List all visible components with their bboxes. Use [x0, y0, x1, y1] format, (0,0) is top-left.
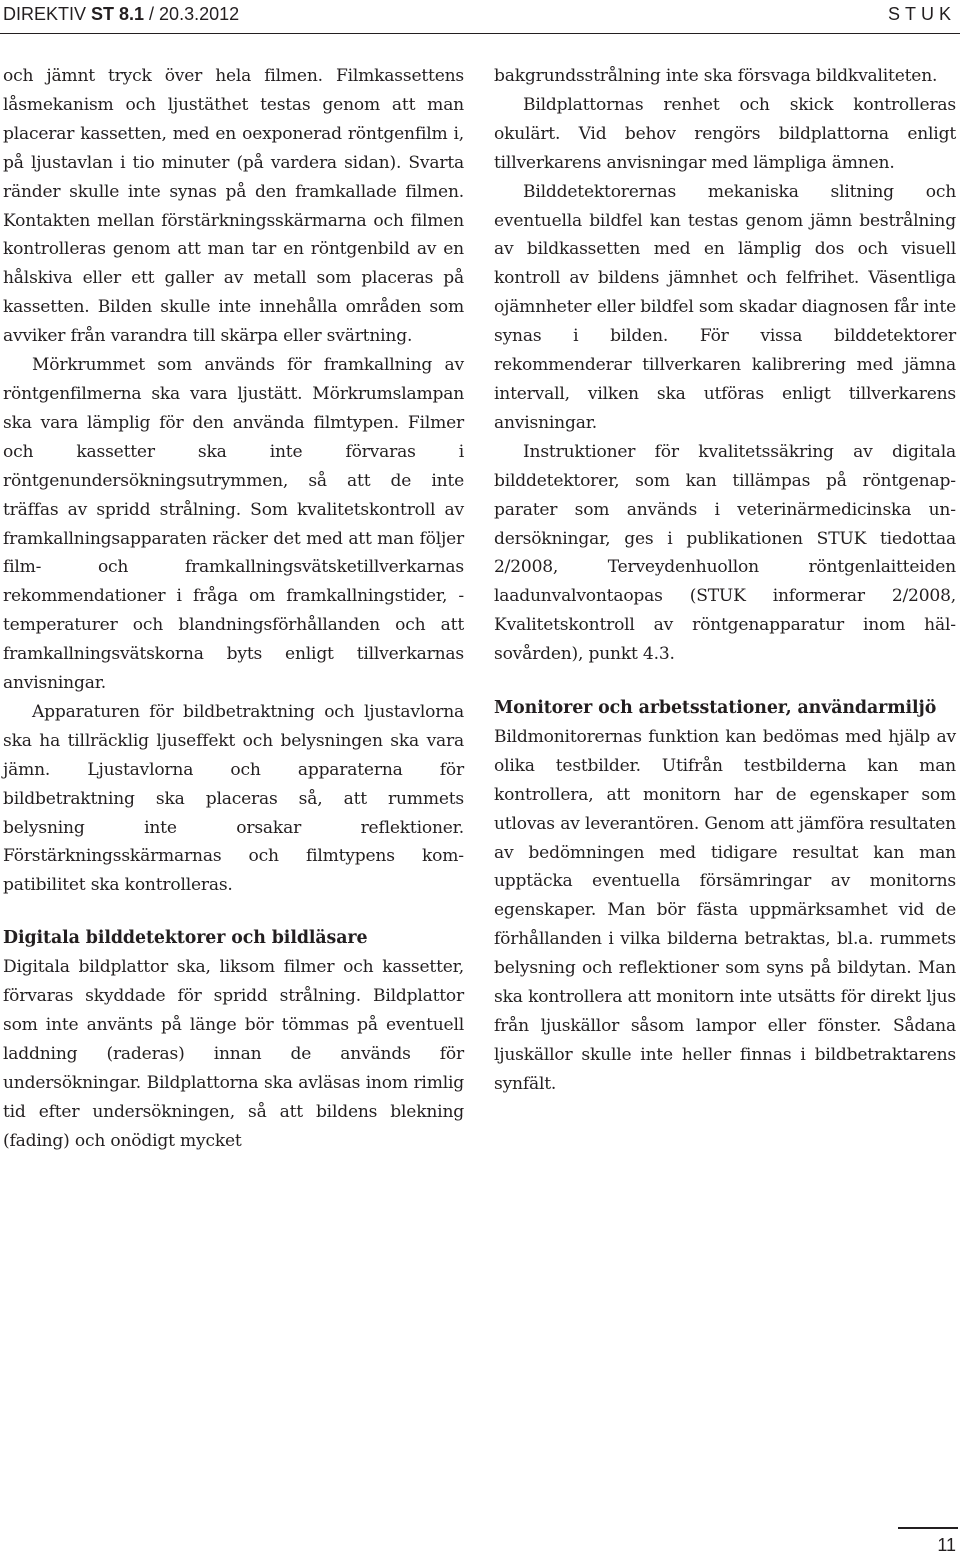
body-paragraph: Digitala bildplattor ska, liksom filmer och kassetter, förvaras skyddade för spridd strålning. Bildplattor som inte använts på länge bör tömmas på eventuell laddning (raderas) innan de används för undersökningar. Bildplattorna ska avläsas inom rimlig tid efter undersökningen, så att bildens blekning (fading) och onödigt mycket — [3, 957, 464, 1151]
page-header — [0, 0, 960, 36]
doc-prefix: DIREKTIV — [3, 4, 92, 24]
document-reference — [3, 3, 239, 25]
body-paragraph: Mörkrummet som används för framkallning av röntgenfilmerna ska vara ljustätt. Mörkrumslampan ska vara lämplig för den använda filmtypen. Filmer och kassetter ska inte förvaras i röntgenundersökningsutrymmen, så att de inte träffas av spridd strålning. Som kvalitetskontroll av framkallningsapparaten räcker det med att man följer film- och framkallningsvätsketillverkarnas rekommendationer i fråga om framkallningstider, -temperaturer och blandningsförhållanden och att framkallningsvätskorna byts enligt tillverkarnas anvisningar. — [3, 355, 464, 694]
body-paragraph: Bilddetektorernas mekaniska slitning och eventuella bildfel kan testas genom jämn bestrålning av bildkassetten med en lämplig dos och visuell kontroll av bildens jämnhet och felfrihet. Väsentliga ojämnheter eller bildfel som skadar diagnosen får inte synas i bilden. För vissa bilddetektorer rekommenderar tillverkaren kalibrering med jämna intervall, vilken ska utföras enligt tillverkarens anvisningar. — [494, 181, 956, 433]
body-paragraph: och jämnt tryck över hela filmen. Filmkassettens låsmekanism och ljustäthet testas genom att man placerar kassetten, med en oexponerad röntgenfilm i, på ljustavlan i tio minuter (på vardera sidan). Svarta ränder skulle inte synas på den framkallade filmen. Kontakten mellan förstärkningsskärmarna och filmen kontrolleras genom att man tar en röntgenbild av en hålskiva eller ett galler av metall som placeras på kassetten. Bilden skulle inte innehålla områden som avviker från varandra till skärpa eller svärtning. — [3, 66, 464, 347]
section-heading-monitors: Monitorer och arbetsstationer, användarmiljö — [494, 698, 937, 719]
left-column — [3, 62, 464, 1156]
right-column — [494, 62, 956, 1099]
section-heading-digital-detectors: Digitala bilddetektorer och bildläsare — [3, 928, 368, 949]
page-number: 11 — [937, 1535, 956, 1555]
publisher-name: STUK — [887, 4, 956, 24]
doc-date: / 20.3.2012 — [144, 4, 240, 24]
body-paragraph: Apparaturen för bildbetraktning och ljustavlorna ska ha tillräcklig ljuseffekt och belysningen ska vara jämn. Ljustavlorna och apparaterna för bildbetraktning ska placeras så, att rummets belysning inte orsakar reflektioner. Förstärkningsskärmarnas och filmtypens kompatibilitet ska kontrolleras. — [3, 701, 464, 896]
body-paragraph: Bildmonitorernas funktion kan bedömas med hjälp av olika testbilder. Utifrån testbilderna kan man kontrollera, att monitorn har de egenskaper som utlovas av leverantören. Genom att jämföra resultaten av bedömningen med tidigare resultat kan man upptäcka eventuella försämringar av monitorns egenskaper. Man bör fästa uppmärksamhet vid de förhållanden i vilka bilderna betraktas, bl.a. rummets belysning och reflektioner som syns på bildytan. Man ska kontrollera att monitorn inte utsätts för direkt ljus från ljuskällor såsom lampor eller fönster. Sådana ljuskällor skulle inte heller finnas i bildbetraktarens synfält. — [494, 726, 956, 1094]
header-divider — [0, 33, 960, 34]
footer-divider — [898, 1527, 958, 1529]
body-paragraph: Instruktioner för kvalitetssäkring av digitala bilddetektorer, som kan tillämpas på röntgenapparater som används i veterinärmedicinska undersökningar, ges i publikationen STUK tiedottaa 2/2008, Terveydenhuollon röntgenlaitteiden laadunvalvontaopas (STUK informerar 2/2008, Kvalitetskontroll av röntgenapparatur inom hälsovården), punkt 4.3. — [494, 441, 956, 665]
doc-code: ST 8.1 — [91, 4, 145, 24]
body-paragraph: Bildplattornas renhet och skick kontrolleras okulärt. Vid behov rengörs bildplattorna enligt tillverkarens anvisningar med lämpliga ämnen. — [494, 94, 956, 173]
body-paragraph: bakgrundsstrålning inte ska försvaga bildkvaliteten. — [494, 66, 938, 86]
